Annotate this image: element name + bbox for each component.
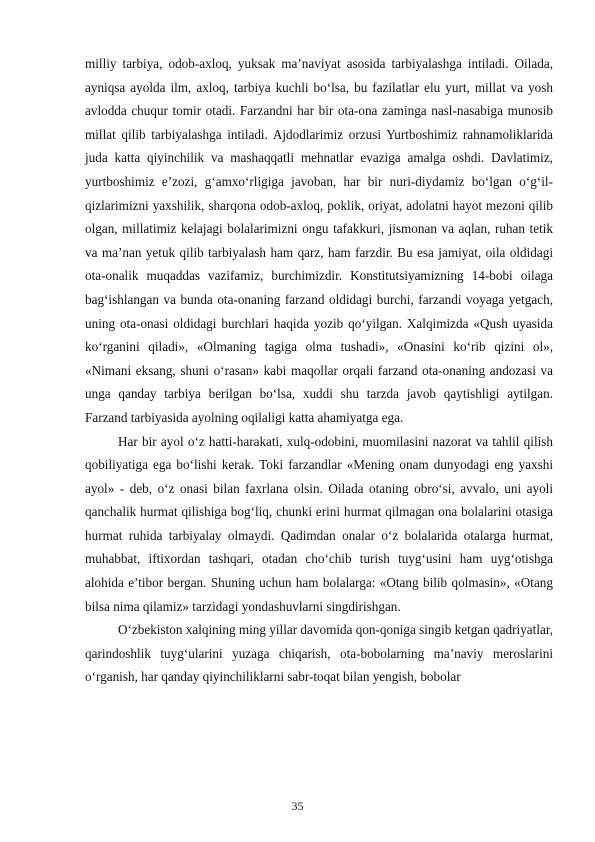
page-number: 35 — [291, 799, 304, 813]
paragraph-2: Har bir ayol o‘z hatti-harakati, xulq-odobini, muomilasini nazorat va tahlil qilish qobiliyatiga ega bo‘lishi kerak. Toki farzandlar «Mening onam dunyodagi eng yaxshi ayol» - deb, o‘z onasi bilan faxrlana olsin. Oilada otaning obro‘si, avvalo, uni ayoli qanchalik hurmat qilishiga bog‘liq, chunki erini hurmat qilmagan ona bolalarini otasiga hurmat ruhida tarbiyalay olmaydi. Qadimdan onalar o‘z bolalarida otalarga hurmat, muhabbat, iftixordan tashqari, otadan cho‘chib turish tuyg‘usini ham uyg‘otishga alohida e’tibor bergan. Shuning uchun ham bolalarga: «Otang bilib qolmasin», «Otang bilsa nima qilamiz» tarzidagi yondashuvlarni singdirishgan. — [85, 433, 553, 614]
paragraph-1: milliy tarbiya, odob-axloq, yuksak ma’naviyat asosida tarbiyalashga intiladi. Oilada, ayniqsa ayolda ilm, axloq, tarbiya kuchli bo‘lsa, bu fazilatlar elu yurt, millat va yosh avlodda chuqur tomir otadi. Farzandni har bir ota-ona zaminga nasl-nasabiga munosib millat qilib tarbiyalashga intiladi. Ajdodlarimiz orzusi Yurtboshimiz rahnamoliklarida juda katta qiyinchilik va mashaqqatli mehnatlar evaziga amalga oshdi. Davlatimiz, yurtboshimiz e’zozi, g‘amxo‘rligiga javoban, har bir nuri-diydamiz bo‘lgan o‘g‘il-qizlarimizni yaxshilik, sharqona odob-axloq, poklik, oriyat, adolatni hayot mezoni qilib olgan, millatimiz kelajagi bolalarimizni ongu tafakkuri, jismonan va aqlan, ruhan tetik va ma’nan yetuk qilib tarbiyalash ham qarz, ham farzdir. Bu esa jamiyat, oila oldidagi ota-onalik muqaddas vazifamiz, burchimizdir. Konstitutsiyamizning 14-bobi oilaga bag‘ishlangan va bunda ota-onaning farzand oldidagi burchi, farzandi voyaga yetgach, uning ota-onasi oldidagi burchlari haqida yozib qo‘yilgan. Xalqimizda «Qush uyasida ko‘rganini qiladi», «Olmaning tagiga olma tushadi», «Onasini ko‘rib qizini ol», «Nimani eksang, shuni o‘rasan» kabi maqollar orqali farzand ota-onaning andozasi va unga qanday tarbiya berilgan bo‘lsa, xuddi shu tarzda javob qaytishligi aytilgan. Farzand tarbiyasida ayolning oqilaligi katta ahamiyatga ega. — [85, 56, 553, 425]
body-text — [85, 52, 553, 689]
paragraph-3: O‘zbekiston xalqining ming yillar davomida qon-qoniga singib ketgan qadriyatlar, qarindoshlik tuyg‘ularini yuzaga chiqarish, ota-bobolarning ma’naviy meroslarini o‘rganish, har qanday qiyinchiliklarni sabr-toqat bilan yengish, bobolar — [85, 622, 553, 685]
